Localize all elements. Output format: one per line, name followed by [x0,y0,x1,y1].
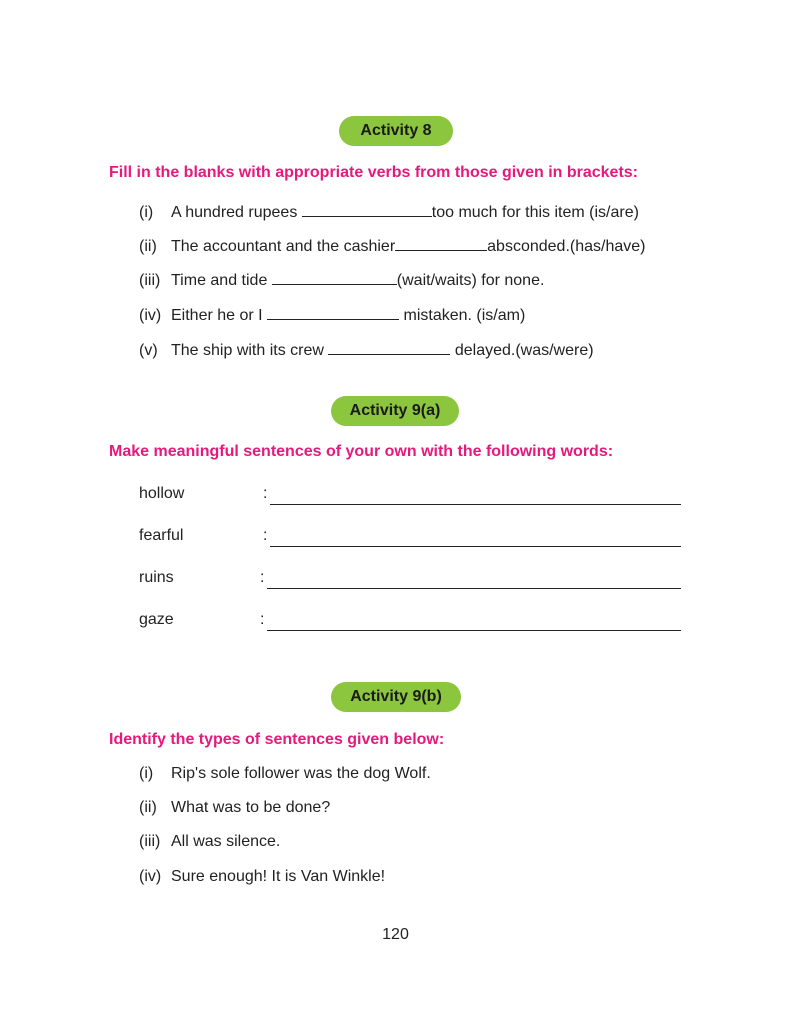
answer-blank[interactable] [302,202,432,217]
item-text-before: A hundred rupees [171,204,302,221]
answer-line[interactable] [270,504,681,505]
item-text-after: absconded.(has/have) [487,238,646,255]
item-text: Sure enough! It is Van Winkle! [171,868,386,885]
colon: : [260,611,265,628]
answer-blank[interactable] [267,305,399,320]
item-number: (iii) [139,833,161,850]
activity-9b-item-3 [139,832,280,852]
item-text: What was to be done? [171,799,331,816]
colon: : [263,527,268,544]
word-label: gaze [139,611,174,628]
activity-8-item-1 [139,202,639,223]
item-text-after: delayed.(was/were) [450,342,594,359]
activity-9b-instruction: Identify the types of sentences given below: [109,731,445,748]
item-text-after: mistaken. (is/am) [399,307,526,324]
item-number: (ii) [139,799,157,816]
answer-line[interactable] [267,588,681,589]
item-text-before: The ship with its crew [171,342,329,359]
word-row-hollow [139,485,684,507]
item-number: (i) [139,765,154,782]
item-text: Rip's sole follower was the dog Wolf. [171,765,431,782]
activity-8-item-5 [139,340,594,361]
item-number: (i) [139,204,154,221]
item-text-after: (wait/waits) for none. [396,272,545,289]
activity-8-item-2 [139,236,645,257]
item-number: (iv) [139,307,162,324]
item-text-before: Either he or I [171,307,268,324]
item-number: (ii) [139,238,157,255]
activity-8-item-4 [139,305,525,326]
answer-line[interactable] [270,546,681,547]
activity-9a-badge: Activity 9(a) [331,396,459,426]
activity-9b-item-4 [139,867,385,887]
word-label: fearful [139,527,184,544]
activity-9b-item-1 [139,764,431,784]
word-label: ruins [139,569,174,586]
item-number: (iv) [139,868,162,885]
colon: : [263,485,268,502]
colon: : [260,569,265,586]
item-text-before: The accountant and the cashier [171,238,396,255]
answer-blank[interactable] [395,236,487,251]
activity-9a-instruction: Make meaningful sentences of your own with the following words: [109,443,614,460]
word-row-gaze [139,611,684,633]
activity-9b-item-2 [139,798,330,818]
activity-9b-badge: Activity 9(b) [331,682,461,712]
activity-8-item-3 [139,270,544,291]
answer-blank[interactable] [328,340,450,355]
page-number: 120 [382,926,409,943]
activity-8-instruction: Fill in the blanks with appropriate verbs from those given in brackets: [109,164,638,181]
word-row-fearful [139,527,684,549]
item-text-before: Time and tide [171,272,272,289]
word-row-ruins [139,569,684,591]
item-text: All was silence. [171,833,281,850]
answer-line[interactable] [267,630,681,631]
answer-blank[interactable] [272,270,397,285]
word-label: hollow [139,485,185,502]
item-text-after: too much for this item (is/are) [431,204,639,221]
item-number: (iii) [139,272,161,289]
item-number: (v) [139,342,158,359]
activity-8-badge: Activity 8 [339,116,453,146]
